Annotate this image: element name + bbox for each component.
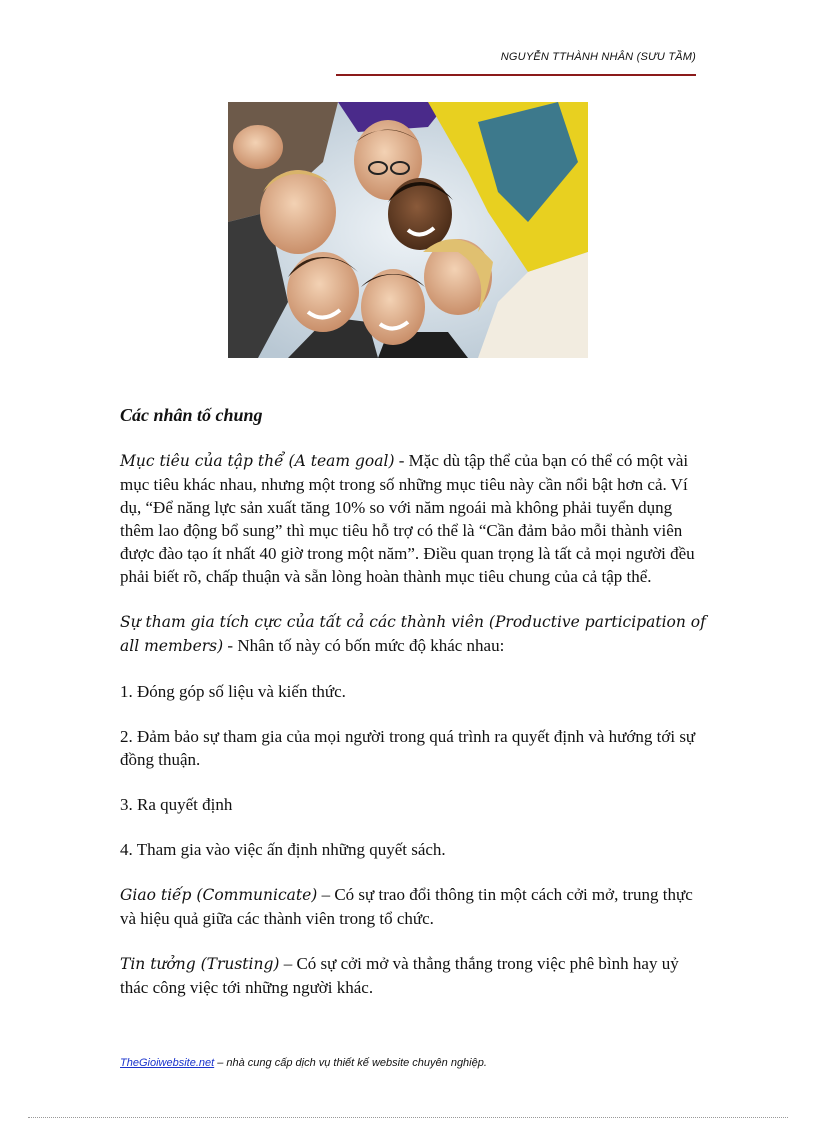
document-body (120, 404, 710, 1021)
footer-text: – nhà cung cấp dịch vụ thiết kế website chuyên nghiệp. (214, 1057, 487, 1069)
term-participation: Sự tham gia tích cực của tất cả các thành viên (Productive participation of all members) (120, 613, 706, 655)
paragraph-participation (120, 610, 710, 658)
text-team-goal: - Mặc dù tập thể của bạn có thể có một vài mục tiêu khác nhau, nhưng một trong số những mục tiêu này cần nổi bật hơn cả. Ví dụ, “Để năng lực sản xuất tăng 10% so với năm ngoái mà không phải tuyển dụng thêm lao động bổ sung” thì mục tiêu hỗ trợ có thể là “Cần đảm bảo mỗi thành viên được đào tạo ít nhất 40 giờ trong một năm”. Điều quan trọng là tất cả mọi người đều phải biết rõ, chấp thuận và sẵn lòng hoàn thành mục tiêu chung của cả tập thể. (120, 451, 695, 586)
paragraph-communicate (120, 883, 710, 930)
term-trusting: Tin tưởng (Trusting) (120, 955, 280, 973)
header-author: NGUYỄN TTHÀNH NHÂN (SƯU TẦM) (500, 51, 696, 63)
list-item: 2. Đảm bảo sự tham gia của mọi người trong quá trình ra quyết định và hướng tới sự đồng thuận. (120, 727, 696, 769)
text-participation: - Nhân tố này có bốn mức độ khác nhau: (223, 636, 505, 655)
footer-link[interactable]: TheGioiwebsite.net (120, 1057, 215, 1069)
paragraph-trusting (120, 952, 710, 999)
text-trusting: – Có sự cởi mở và thẳng thắng trong việc phê bình hay uỷ thác công việc tới những người khác. (120, 954, 679, 997)
list-item: 1. Đóng góp số liệu và kiến thức. (120, 682, 346, 701)
text-communicate: – Có sự trao đổi thông tin một cách cởi mở, trung thực và hiệu quả giữa các thành viên trong tổ chức. (120, 885, 693, 928)
section-heading: Các nhân tố chung (120, 405, 263, 425)
term-communicate: Giao tiếp (Communicate) (120, 886, 318, 904)
team-photo (228, 102, 588, 358)
page-bottom-divider (28, 1117, 788, 1118)
footer (120, 1057, 487, 1069)
list-item: 4. Tham gia vào việc ấn định những quyết sách. (120, 840, 446, 859)
term-team-goal: Mục tiêu của tập thể (A team goal) (120, 452, 395, 470)
paragraph-team-goal (120, 449, 710, 588)
header-rule (336, 74, 696, 76)
list-item: 3. Ra quyết định (120, 795, 233, 814)
